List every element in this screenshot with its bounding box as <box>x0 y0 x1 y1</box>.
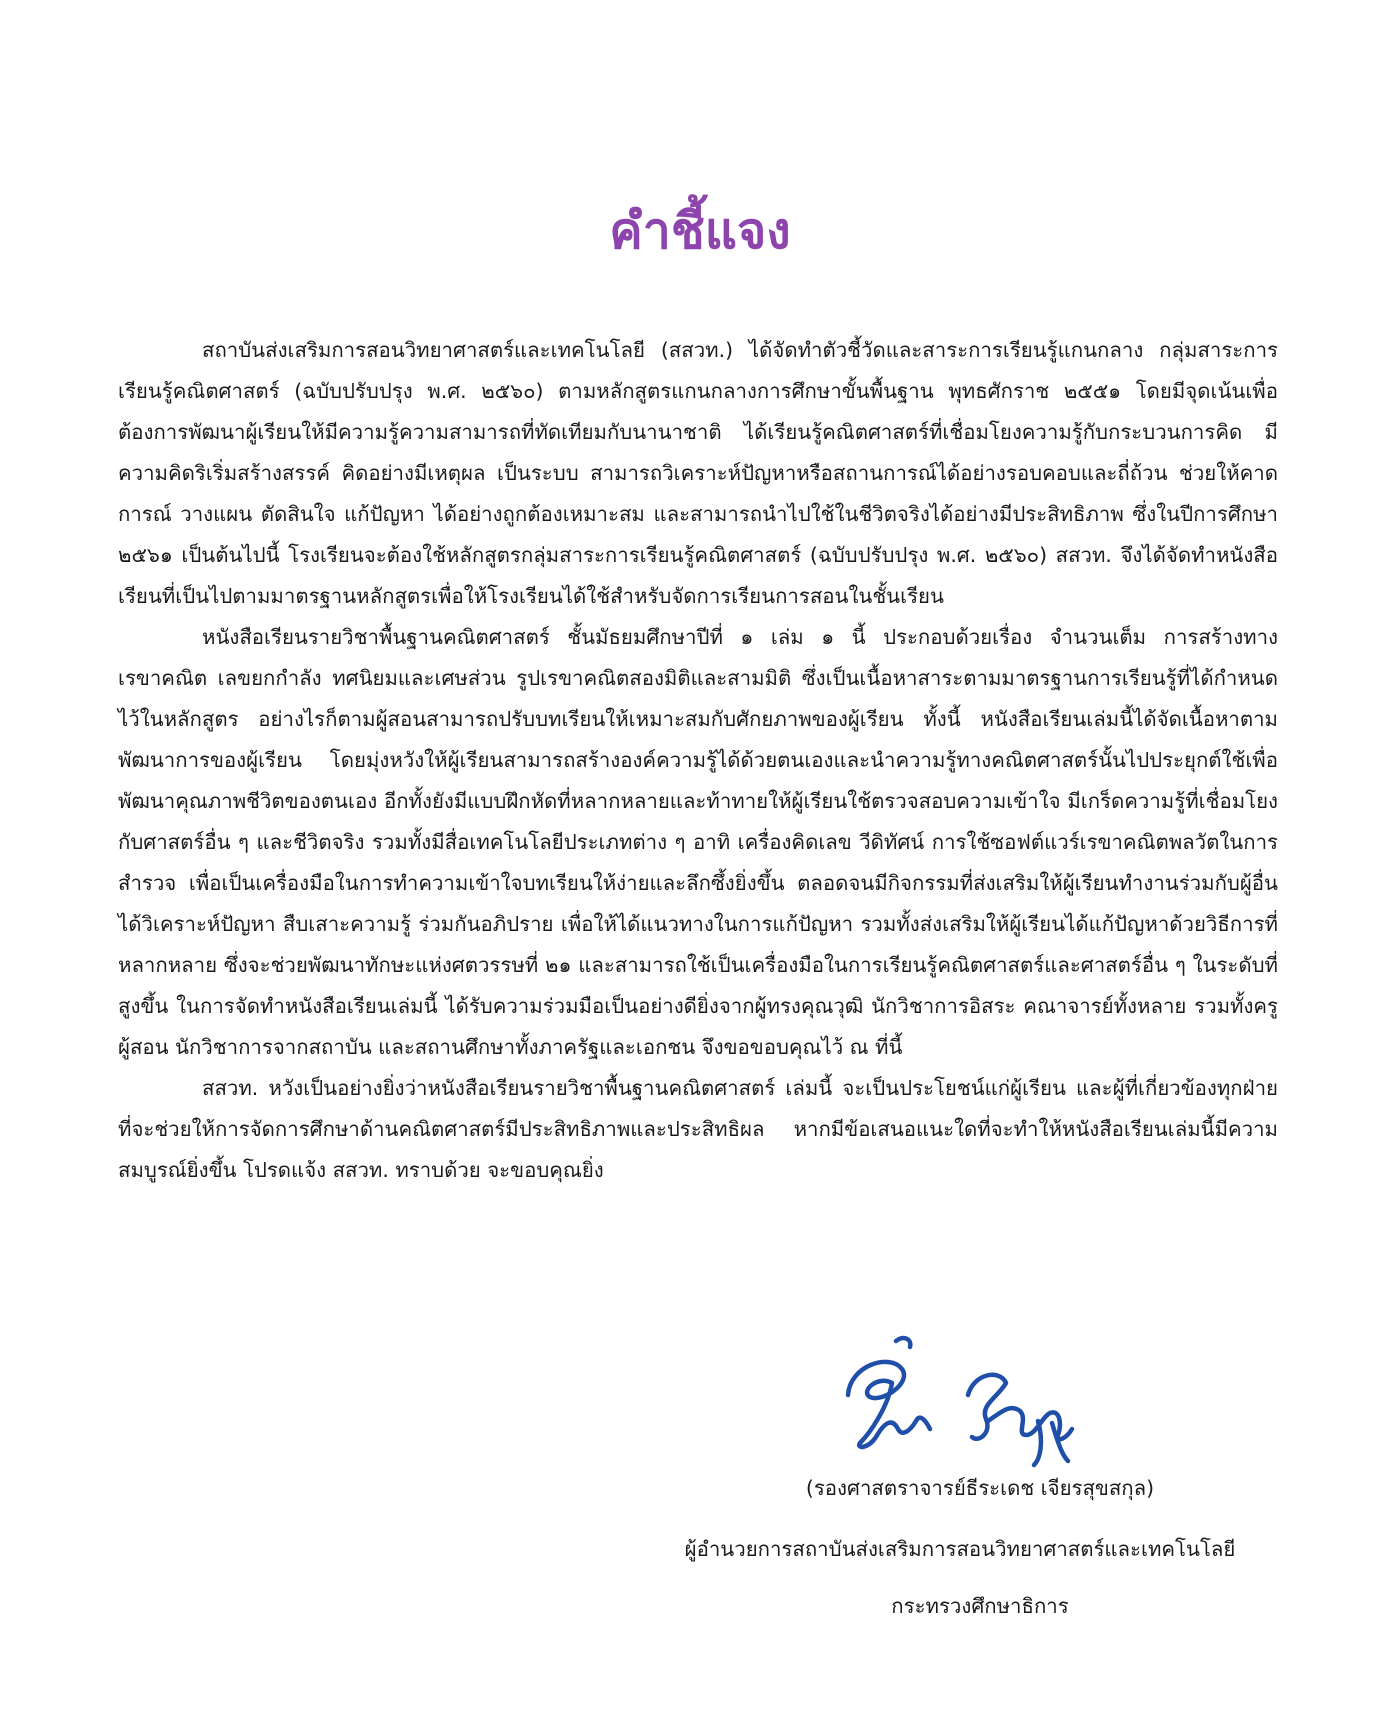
signature-strokes <box>848 1338 1072 1465</box>
paragraph-3: สสวท. หวังเป็นอย่างยิ่งว่าหนังสือเรียนรายวิชาพื้นฐานคณิตศาสตร์ เล่มนี้ จะเป็นประโยชน์แก่ผู้เรียน และผู้ที่เกี่ยวข้องทุกฝ่าย ที่จะช่วยให้การจัดการศึกษาด้านคณิตศาสตร์มีประสิทธิภาพและประสิทธิผล หากมีข้อเสนอแนะใดที่จะทำให้หนังสือเรียนเล่มนี้มีความสมบูรณ์ยิ่งขึ้น โปรดแจ้ง สสวท. ทราบด้วย จะขอบคุณยิ่ง <box>118 1076 1278 1182</box>
signer-organization: กระทรวงศึกษาธิการ <box>891 1594 1069 1618</box>
paragraph-1: สถาบันส่งเสริมการสอนวิทยาศาสตร์และเทคโนโลยี (สสวท.) ได้จัดทำตัวชี้วัดและสาระการเรียนรู้แกนกลาง กลุ่มสาระการเรียนรู้คณิตศาสตร์ (ฉบับปรับปรุง พ.ศ. ๒๕๖๐) ตามหลักสูตรแกนกลางการศึกษาขั้นพื้นฐาน พุทธศักราช ๒๕๕๑ โดยมีจุดเน้นเพื่อต้องการพัฒนาผู้เรียนให้มีความรู้ความสามารถที่ทัดเทียมกับนานาชาติ ได้เรียนรู้คณิตศาสตร์ที่เชื่อมโยงความรู้กับกระบวนการคิด มีความคิดริเริ่มสร้างสรรค์ คิดอย่างมีเหตุผล เป็นระบบ สามารถวิเคราะห์ปัญหาหรือสถานการณ์ได้อย่างรอบคอบและถี่ถ้วน ช่วยให้คาดการณ์ วางแผน ตัดสินใจ แก้ปัญหา ได้อย่างถูกต้องเหมาะสม และสามารถนำไปใช้ในชีวิตจริงได้อย่างมีประสิทธิภาพ ซึ่งในปีการศึกษา ๒๕๖๑ เป็นต้นไปนี้ โรงเรียนจะต้องใช้หลักสูตรกลุ่มสาระการเรียนรู้คณิตศาสตร์ (ฉบับปรับปรุง พ.ศ. ๒๕๖๐) สสวท. จึงได้จัดทำหนังสือเรียนที่เป็นไปตามมาตรฐานหลักสูตรเพื่อให้โรงเรียนได้ใช้สำหรับจัดการเรียนการสอนในชั้นเรียน <box>118 338 1278 608</box>
body-text <box>118 330 1278 1191</box>
handwritten-signature <box>830 1325 1090 1475</box>
signer-position: ผู้อำนวยการสถาบันส่งเสริมการสอนวิทยาศาสตร์และเทคโนโลยี <box>684 1537 1236 1561</box>
signer-name: (รองศาสตราจารย์ธีระเดช เจียรสุขสกุล) <box>805 1476 1155 1500</box>
paragraph-2: หนังสือเรียนรายวิชาพื้นฐานคณิตศาสตร์ ชั้นมัธยมศึกษาปีที่ ๑ เล่ม ๑ นี้ ประกอบด้วยเรื่อง จำนวนเต็ม การสร้างทางเรขาคณิต เลขยกกำลัง ทศนิยมและเศษส่วน รูปเรขาคณิตสองมิติและสามมิติ ซึ่งเป็นเนื้อหาสาระตามมาตรฐานการเรียนรู้ที่ได้กำหนดไว้ในหลักสูตร อย่างไรก็ตามผู้สอนสามารถปรับบทเรียนให้เหมาะสมกับศักยภาพของผู้เรียน ทั้งนี้ หนังสือเรียนเล่มนี้ได้จัดเนื้อหาตามพัฒนาการของผู้เรียน โดยมุ่งหวังให้ผู้เรียนสามารถสร้างองค์ความรู้ได้ด้วยตนเองและนำความรู้ทางคณิตศาสตร์นั้นไปประยุกต์ใช้เพื่อพัฒนาคุณภาพชีวิตของตนเอง อีกทั้งยังมีแบบฝึกหัดที่หลากหลายและท้าทายให้ผู้เรียนใช้ตรวจสอบความเข้าใจ มีเกร็ดความรู้ที่เชื่อมโยงกับศาสตร์อื่น ๆ และชีวิตจริง รวมทั้งมีสื่อเทคโนโลยีประเภทต่าง ๆ อาทิ เครื่องคิดเลข วีดิทัศน์ การใช้ซอฟต์แวร์เรขาคณิตพลวัตในการสำรวจ เพื่อเป็นเครื่องมือในการทำความเข้าใจบทเรียนให้ง่ายและลึกซึ้งยิ่งขึ้น ตลอดจนมีกิจกรรมที่ส่งเสริมให้ผู้เรียนทำงานร่วมกับผู้อื่น ได้วิเคราะห์ปัญหา สืบเสาะความรู้ ร่วมกันอภิปราย เพื่อให้ได้แนวทางในการแก้ปัญหา รวมทั้งส่งเสริมให้ผู้เรียนได้แก้ปัญหาด้วยวิธีการที่หลากหลาย ซึ่งจะช่วยพัฒนาทักษะแห่งศตวรรษที่ ๒๑ และสามารถใช้เป็นเครื่องมือในการเรียนรู้คณิตศาสตร์และศาสตร์อื่น ๆ ในระดับที่สูงขึ้น ในการจัดทำหนังสือเรียนเล่มนี้ ได้รับความร่วมมือเป็นอย่างดียิ่งจากผู้ทรงคุณวุฒิ นักวิชาการอิสระ คณาจารย์ทั้งหลาย รวมทั้งครูผู้สอน นักวิชาการจากสถาบัน และสถานศึกษาทั้งภาครัฐและเอกชน จึงขอขอบคุณไว้ ณ ที่นี้ <box>118 625 1278 1059</box>
page-title: คำชี้แจง <box>609 202 791 260</box>
